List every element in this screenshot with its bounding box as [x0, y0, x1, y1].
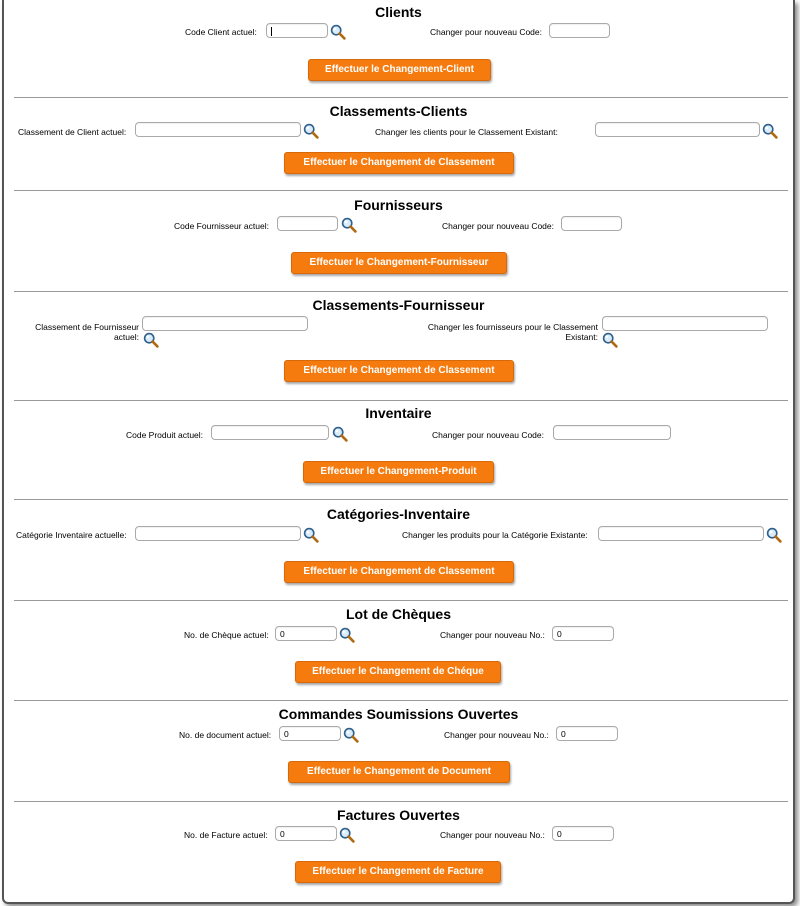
section-divider: [14, 801, 788, 802]
current-client-classement-input[interactable]: [135, 122, 301, 137]
change-client-classement-button[interactable]: Effectuer le Changement de Classement: [284, 152, 514, 174]
change-client-button[interactable]: Effectuer le Changement-Client: [308, 59, 491, 81]
section-title-inventaire: Inventaire: [365, 405, 432, 421]
search-client-icon[interactable]: [330, 24, 346, 40]
new-supplier-classement-label: Changer les fournisseurs pour le Classement Existant:: [427, 322, 598, 342]
section-title-client-classements: Classements-Clients: [329, 103, 468, 119]
search-document-icon[interactable]: [343, 727, 359, 743]
section-title-supplier-classements: Classements-Fournisseur: [312, 297, 485, 313]
text-cursor: [271, 27, 272, 36]
section-title-cheques: Lot de Chèques: [345, 606, 451, 622]
current-client-code-label: Code Client actuel:: [185, 27, 257, 37]
section-divider: [14, 190, 788, 191]
new-category-label: Changer les produits pour la Catégorie Existante:: [402, 530, 588, 540]
section-title-inventory-categories: Catégories-Inventaire: [326, 506, 471, 522]
current-cheque-input[interactable]: 0: [275, 626, 337, 641]
current-supplier-classement-input[interactable]: [142, 316, 308, 331]
current-product-code-label: Code Produit actuel:: [126, 430, 204, 440]
search-client-classement-icon[interactable]: [303, 123, 319, 139]
section-divider: [14, 97, 788, 98]
new-client-code-input[interactable]: [549, 23, 610, 38]
search-supplier-icon[interactable]: [341, 217, 357, 233]
new-supplier-classement-input[interactable]: [602, 316, 768, 331]
search-new-supplier-classement-icon[interactable]: [602, 332, 618, 348]
current-cheque-label: No. de Chèque actuel:: [184, 630, 269, 640]
section-divider: [14, 291, 788, 292]
section-divider: [14, 700, 788, 701]
current-supplier-code-input[interactable]: [277, 216, 338, 231]
form-container: [2, 0, 795, 904]
current-product-code-input[interactable]: [211, 425, 329, 440]
new-invoice-label: Changer pour nouveau No.:: [440, 830, 545, 840]
search-invoice-icon[interactable]: [339, 827, 355, 843]
new-invoice-input[interactable]: 0: [552, 826, 614, 841]
section-divider: [14, 499, 788, 500]
search-new-client-classement-icon[interactable]: [762, 123, 778, 139]
current-client-code-input[interactable]: [266, 23, 328, 38]
search-cheque-icon[interactable]: [339, 627, 355, 643]
current-category-label: Catégorie Inventaire actuelle:: [16, 530, 127, 540]
section-title-clients: Clients: [375, 4, 422, 20]
new-client-classement-label: Changer les clients pour le Classement Existant:: [375, 127, 558, 137]
section-title-open-invoices: Factures Ouvertes: [337, 807, 460, 823]
current-supplier-classement-label: Classement de Fournisseur actuel:: [35, 322, 139, 342]
search-new-category-icon[interactable]: [766, 527, 782, 543]
current-supplier-code-label: Code Fournisseur actuel:: [174, 221, 269, 231]
search-supplier-classement-icon[interactable]: [143, 332, 159, 348]
section-title-fournisseurs: Fournisseurs: [354, 197, 443, 213]
new-cheque-label: Changer pour nouveau No.:: [440, 630, 545, 640]
current-invoice-input[interactable]: 0: [275, 826, 337, 841]
current-category-input[interactable]: [135, 526, 301, 541]
new-client-classement-input[interactable]: [595, 122, 760, 137]
current-document-input[interactable]: 0: [279, 726, 341, 741]
new-document-input[interactable]: 0: [556, 726, 618, 741]
new-cheque-input[interactable]: 0: [552, 626, 614, 641]
new-client-code-label: Changer pour nouveau Code:: [430, 27, 542, 37]
new-supplier-code-label: Changer pour nouveau Code:: [442, 221, 554, 231]
section-title-open-orders: Commandes Soumissions Ouvertes: [278, 706, 519, 722]
current-client-classement-label: Classement de Client actuel:: [18, 127, 127, 137]
change-supplier-button[interactable]: Effectuer le Changement-Fournisseur: [291, 252, 507, 274]
change-supplier-classement-button[interactable]: Effectuer le Changement de Classement: [284, 360, 514, 382]
current-document-label: No. de document actuel:: [179, 730, 272, 740]
search-product-icon[interactable]: [332, 426, 348, 442]
change-product-button[interactable]: Effectuer le Changement-Produit: [303, 461, 494, 483]
change-document-button[interactable]: Effectuer le Changement de Document: [288, 761, 510, 783]
new-category-input[interactable]: [598, 526, 764, 541]
section-divider: [14, 400, 788, 401]
new-product-code-input[interactable]: [553, 425, 671, 440]
section-divider: [14, 600, 788, 601]
change-invoice-button[interactable]: Effectuer le Changement de Facture: [295, 861, 501, 883]
current-invoice-label: No. de Facture actuel:: [184, 830, 268, 840]
new-document-label: Changer pour nouveau No.:: [444, 730, 549, 740]
change-cheque-button[interactable]: Effectuer le Changement de Chéque: [295, 661, 501, 683]
change-category-button[interactable]: Effectuer le Changement de Classement: [284, 561, 514, 583]
new-product-code-label: Changer pour nouveau Code:: [432, 430, 544, 440]
new-supplier-code-input[interactable]: [561, 216, 622, 231]
search-category-icon[interactable]: [303, 527, 319, 543]
